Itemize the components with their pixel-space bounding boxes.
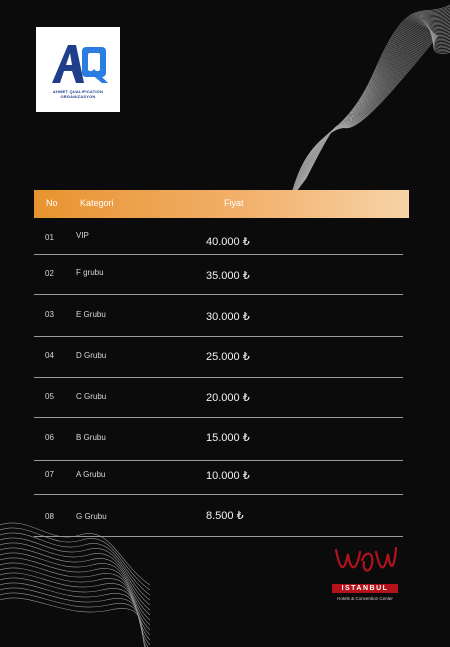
row-price: 20.000 ₺ <box>206 392 250 404</box>
row-price: 30.000 ₺ <box>206 311 250 323</box>
row-no: 08 <box>45 512 54 521</box>
row-divider <box>34 494 403 495</box>
header-no: No <box>46 198 58 208</box>
decorative-waves-bottom <box>0 505 150 647</box>
decorative-waves-top <box>280 0 450 200</box>
row-price: 8.500 ₺ <box>206 510 244 522</box>
row-category: B Grubu <box>76 433 106 442</box>
row-category: D Grubu <box>76 351 107 360</box>
row-no: 04 <box>45 351 54 360</box>
row-category: E Grubu <box>76 310 106 319</box>
row-category: VIP <box>76 231 89 240</box>
logo-subtitle: AHMET QUALIFICATION ORGANIZASYON <box>52 89 104 99</box>
row-price: 25.000 ₺ <box>206 351 250 363</box>
row-price: 40.000 ₺ <box>206 236 250 248</box>
row-category: A Grubu <box>76 470 106 479</box>
row-no: 07 <box>45 470 54 479</box>
header-category: Kategori <box>80 198 114 208</box>
row-divider <box>34 336 403 337</box>
row-price: 10.000 ₺ <box>206 470 250 482</box>
venue-name: ISTANBUL <box>332 584 398 593</box>
row-divider <box>34 460 403 461</box>
row-price: 35.000 ₺ <box>206 270 250 282</box>
row-no: 03 <box>45 310 54 319</box>
wow-script-logo-icon <box>332 540 398 580</box>
row-divider <box>34 294 403 295</box>
organizer-logo <box>36 27 120 112</box>
row-category: F grubu <box>76 268 104 277</box>
row-no: 05 <box>45 392 54 401</box>
venue-logo <box>320 540 410 610</box>
row-divider <box>34 254 403 255</box>
row-category: C Grubu <box>76 392 107 401</box>
row-no: 02 <box>45 269 54 278</box>
row-no: 06 <box>45 433 54 442</box>
row-category: G Grubu <box>76 512 107 521</box>
row-price: 15.000 ₺ <box>206 432 250 444</box>
row-no: 01 <box>45 233 54 242</box>
header-price: Fiyat <box>224 198 244 208</box>
row-divider <box>34 377 403 378</box>
aq-logo-icon <box>44 41 112 85</box>
table-header <box>34 190 409 218</box>
venue-subtitle: Hotels & Convention Center <box>337 596 393 601</box>
row-divider <box>34 536 403 537</box>
row-divider <box>34 417 403 418</box>
